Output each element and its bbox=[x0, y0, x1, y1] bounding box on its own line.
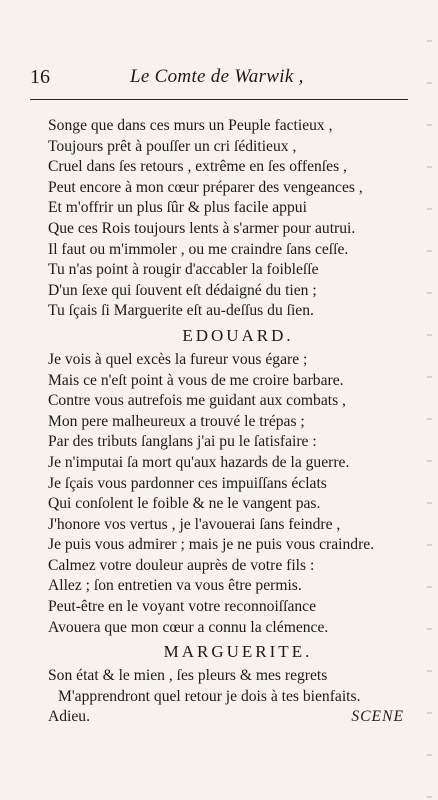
speaker-name-edouard: EDOUARD. bbox=[182, 325, 294, 345]
verse-line: Tu n'as point à rougir d'accabler la foibleſſe bbox=[48, 261, 319, 279]
verse-line: Allez ; ſon entretien va vous être permis. bbox=[48, 577, 302, 595]
verse-line: Toujours prêt à pouſſer un cri ſéditieux , bbox=[48, 137, 297, 155]
verse-line: Songe que dans ces murs un Peuple factieux , bbox=[48, 117, 333, 134]
verse-line: Tu ſçais ſi Marguerite eſt au-deſſus du ſien. bbox=[48, 302, 314, 320]
page-header bbox=[30, 62, 408, 92]
verse-line: Je n'imputai ſa mort qu'aux hazards de la guerre. bbox=[48, 453, 350, 471]
verse-line: Je puis vous admirer ; mais je ne puis vous craindre. bbox=[48, 536, 375, 554]
verse-line: Qui conſolent le foible & ne le vangent pas. bbox=[48, 495, 321, 513]
stanza-2 bbox=[48, 350, 408, 638]
verse-line: Mon pere malheureux a trouvé le trépas ; bbox=[48, 412, 305, 430]
final-line bbox=[48, 707, 408, 728]
speaker-name-marguerite: MARGUERITE. bbox=[163, 642, 313, 662]
verse-line: Peut encore à mon cœur préparer des vengeances , bbox=[48, 178, 363, 196]
verse-line: Il faut ou m'immoler , ou me craindre ſans ceſſe. bbox=[48, 240, 349, 258]
verse-line: Avouera que mon cœur a connu la clémence. bbox=[48, 618, 329, 636]
verse-line: Par des tributs ſanglans j'ai pu le ſatisfaire : bbox=[48, 433, 317, 451]
verse-line: Et m'offrir un plus ſûr & plus facile appui bbox=[48, 199, 307, 217]
header-rule bbox=[30, 99, 408, 100]
verse-text bbox=[48, 116, 408, 728]
stanza-3 bbox=[48, 666, 408, 728]
verse-line: Contre vous autrefois me guidant aux combats , bbox=[48, 392, 346, 410]
verse-line: Calmez votre douleur auprès de votre fils : bbox=[48, 556, 315, 574]
verse-line: J'honore vos vertus , je l'avouerai ſans feindre , bbox=[48, 515, 341, 533]
verse-line: Je ſçais vous pardonner ces impuiſſans éclats bbox=[48, 474, 327, 492]
page-edge-shadow bbox=[427, 0, 432, 800]
running-title: Le Comte de Warwik , bbox=[130, 66, 304, 87]
verse-line: Adieu. bbox=[48, 708, 91, 726]
verse-line: Mais ce n'eſt point à vous de me croire barbare. bbox=[48, 371, 344, 389]
verse-line: M'apprendront quel retour je dois à tes bienfaits. bbox=[58, 687, 361, 705]
verse-line: Que ces Rois toujours lents à s'armer pour autrui. bbox=[48, 219, 356, 237]
verse-line: Peut-être en le voyant votre reconnoiſſance bbox=[48, 598, 317, 616]
verse-line: Son état & le mien , ſes pleurs & mes regrets bbox=[48, 667, 328, 685]
verse-line: Cruel dans ſes retours , extrême en ſes offenſes , bbox=[48, 158, 347, 176]
catchword: SCENE bbox=[351, 708, 404, 726]
verse-line: Je vois à quel excès la fureur vous égare ; bbox=[48, 350, 308, 368]
stanza-1 bbox=[48, 116, 408, 322]
verse-line: D'un ſexe qui ſouvent eſt dédaigné du tien ; bbox=[48, 281, 317, 299]
page-number: 16 bbox=[30, 66, 50, 88]
